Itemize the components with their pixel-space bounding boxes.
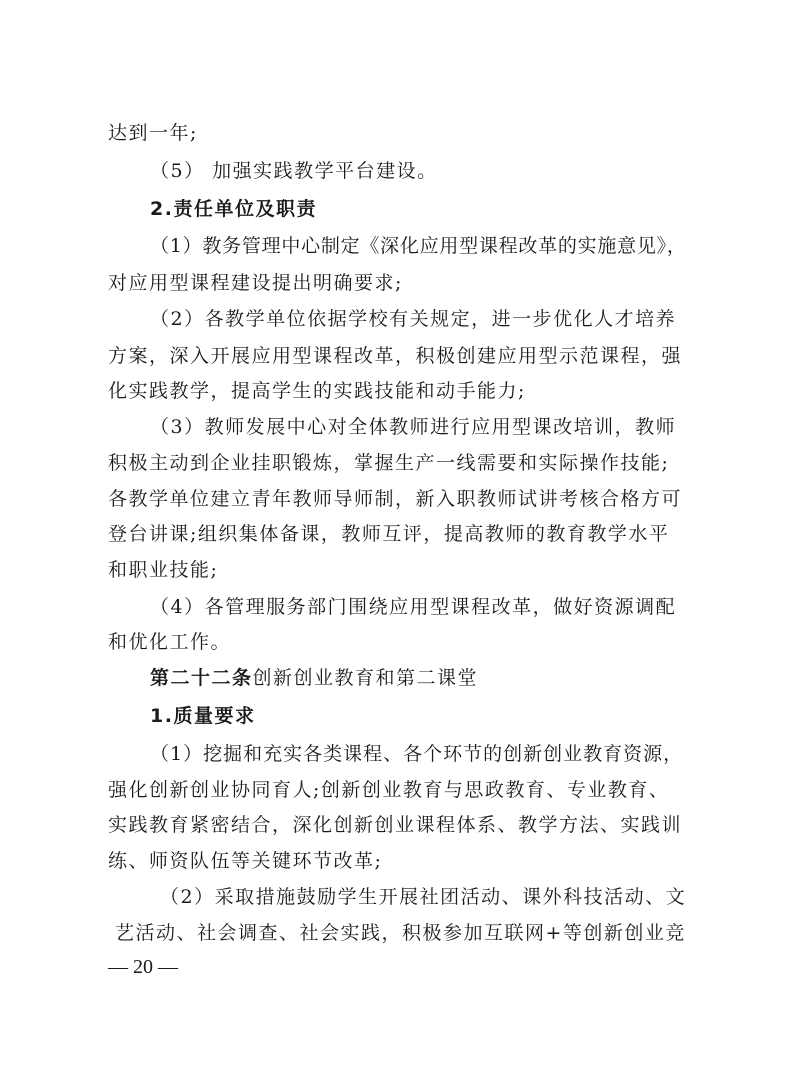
text-line: 对应用型课程建设提出明确要求;	[108, 272, 403, 294]
text-line: 强化创新创业协同育人;创新创业教育与思政教育、专业教育、	[108, 779, 670, 801]
text-line: 化实践教学，提高学生的实践技能和动手能力;	[108, 380, 526, 402]
text-line: 和职业技能;	[108, 559, 219, 581]
page-number: — 20 —	[108, 956, 178, 978]
list-item: （5） 加强实践教学平台建设。	[150, 160, 438, 182]
list-item: （4）各管理服务部门围绕应用型课程改革，做好资源调配	[150, 596, 677, 618]
text-line: 实践教育紧密结合，深化创新创业课程体系、教学方法、实践训	[108, 814, 683, 836]
text-line: 和优化工作。	[108, 631, 232, 653]
article-label: 第二十二条	[150, 667, 253, 689]
text-line: 达到一年;	[108, 122, 198, 144]
text-line: 各教学单位建立青年教师导师制，新入职教师试讲考核合格方可	[108, 488, 683, 510]
article-title: 创新创业教育和第二课堂	[252, 667, 479, 689]
text-line: 练、师资队伍等关键环节改革;	[108, 850, 383, 872]
list-item: （1）教务管理中心制定《深化应用型课程改革的实施意见》，	[150, 235, 687, 257]
text-line: 艺活动、社会调查、社会实践，积极参加互联网+等创新创业竞	[115, 922, 686, 944]
text-line: 方案，深入开展应用型课程改革，积极创建应用型示范课程，强	[108, 345, 683, 367]
list-item: （2）各教学单位依据学校有关规定，进一步优化人才培养	[150, 308, 677, 330]
list-item: （2）采取措施鼓励学生开展社团活动、课外科技活动、文	[160, 886, 687, 908]
section-heading: 1.质量要求	[150, 705, 256, 727]
article-line	[150, 663, 478, 690]
section-heading: 2.责任单位及职责	[150, 198, 317, 220]
text-line: 积极主动到企业挂职锻炼，掌握生产一线需要和实际操作技能;	[108, 452, 670, 474]
text-line: 登台讲课;组织集体备课，教师互评，提高教师的教育教学水平	[108, 523, 670, 545]
list-item: （1）挖掘和充实各类课程、各个环节的创新创业教育资源，	[150, 743, 684, 765]
list-item: （3）教师发展中心对全体教师进行应用型课改培训，教师	[150, 416, 677, 438]
